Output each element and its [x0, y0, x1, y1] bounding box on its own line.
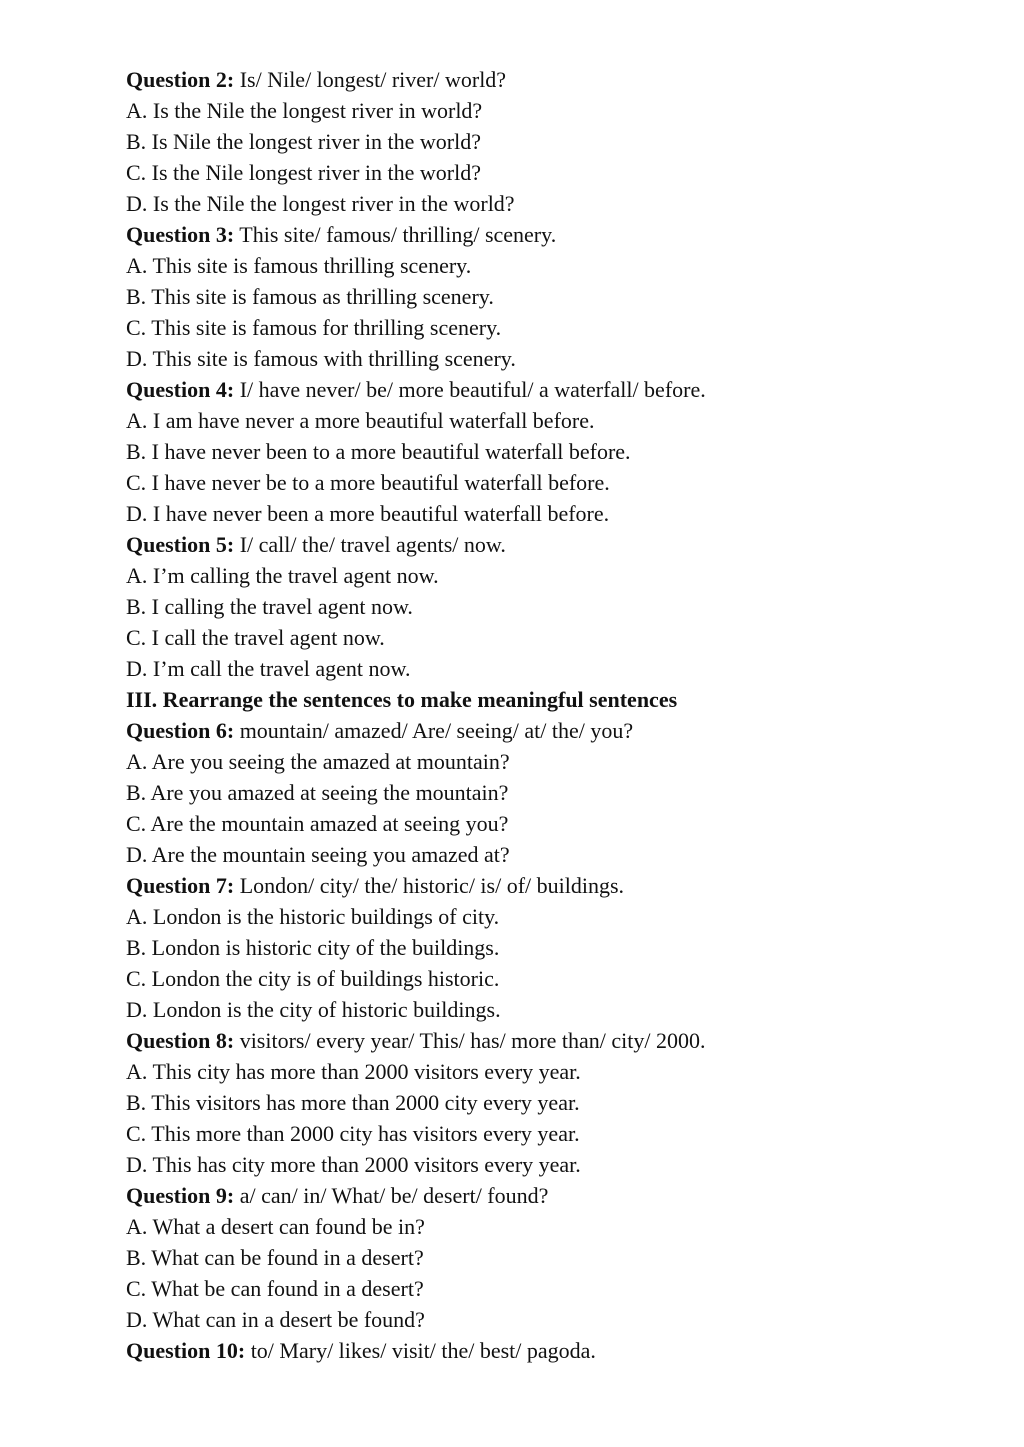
answer-option: C. Are the mountain amazed at seeing you?: [126, 811, 509, 836]
question-heading: [126, 715, 986, 746]
answer-option: B. I have never been to a more beautiful waterfall before.: [126, 439, 631, 464]
question-heading: [126, 374, 986, 405]
answer-option: D. I have never been a more beautiful waterfall before.: [126, 501, 610, 526]
answer-option: B. Are you amazed at seeing the mountain?: [126, 780, 509, 805]
question-prompt: This site/ famous/ thrilling/ scenery.: [239, 222, 557, 247]
answer-option: B. This site is famous as thrilling scenery.: [126, 284, 494, 309]
answer-option: A. This city has more than 2000 visitors every year.: [126, 1059, 581, 1084]
answer-option: A. I’m calling the travel agent now.: [126, 563, 439, 588]
worksheet-page: [126, 64, 986, 1366]
question-prompt: to/ Mary/ likes/ visit/ the/ best/ pagoda.: [250, 1338, 596, 1363]
answer-option: C. I have never be to a more beautiful waterfall before.: [126, 470, 610, 495]
question-label: Question 7:: [126, 873, 235, 898]
question-heading: [126, 219, 986, 250]
question-prompt: I/ call/ the/ travel agents/ now.: [239, 532, 506, 557]
question-heading: [126, 1335, 986, 1366]
answer-option: C. London the city is of buildings historic.: [126, 966, 500, 991]
answer-option: C. Is the Nile longest river in the world?: [126, 160, 481, 185]
answer-option: B. This visitors has more than 2000 city every year.: [126, 1090, 580, 1115]
question-heading: [126, 1025, 986, 1056]
answer-option: A. I am have never a more beautiful waterfall before.: [126, 408, 595, 433]
answer-option: B. London is historic city of the buildings.: [126, 935, 500, 960]
questions-before-section: [126, 64, 986, 684]
answer-option: A. What a desert can found be in?: [126, 1214, 425, 1239]
answer-option: B. Is Nile the longest river in the world?: [126, 129, 481, 154]
question-heading: [126, 1180, 986, 1211]
questions-after-section: [126, 715, 986, 1366]
section-title: III. Rearrange the sentences to make meaningful sentences: [126, 687, 678, 712]
question-prompt: mountain/ amazed/ Are/ seeing/ at/ the/ you?: [239, 718, 634, 743]
answer-option: C. This more than 2000 city has visitors every year.: [126, 1121, 580, 1146]
question-prompt: London/ city/ the/ historic/ is/ of/ buildings.: [239, 873, 625, 898]
answer-option: D. Is the Nile the longest river in the world?: [126, 191, 515, 216]
answer-option: D. Are the mountain seeing you amazed at?: [126, 842, 510, 867]
question-label: Question 8:: [126, 1028, 235, 1053]
answer-option: C. This site is famous for thrilling scenery.: [126, 315, 502, 340]
question-label: Question 5:: [126, 532, 235, 557]
answer-option: D. This site is famous with thrilling scenery.: [126, 346, 516, 371]
question-heading: [126, 64, 986, 95]
answer-option: D. London is the city of historic buildings.: [126, 997, 501, 1022]
question-label: Question 9:: [126, 1183, 235, 1208]
question-label: Question 3:: [126, 222, 235, 247]
question-label: Question 4:: [126, 377, 235, 402]
answer-option: D. I’m call the travel agent now.: [126, 656, 411, 681]
answer-option: C. What be can found in a desert?: [126, 1276, 424, 1301]
question-label: Question 2:: [126, 67, 235, 92]
question-prompt: a/ can/ in/ What/ be/ desert/ found?: [239, 1183, 549, 1208]
question-label: Question 6:: [126, 718, 235, 743]
answer-option: D. This has city more than 2000 visitors every year.: [126, 1152, 581, 1177]
answer-option: B. What can be found in a desert?: [126, 1245, 424, 1270]
answer-option: A. Is the Nile the longest river in world?: [126, 98, 483, 123]
question-label: Question 10:: [126, 1338, 246, 1363]
answer-option: B. I calling the travel agent now.: [126, 594, 413, 619]
answer-option: D. What can in a desert be found?: [126, 1307, 425, 1332]
answer-option: A. London is the historic buildings of city.: [126, 904, 500, 929]
question-prompt: visitors/ every year/ This/ has/ more than/ city/ 2000.: [239, 1028, 706, 1053]
question-prompt: Is/ Nile/ longest/ river/ world?: [239, 67, 507, 92]
question-heading: [126, 870, 986, 901]
answer-option: A. This site is famous thrilling scenery.: [126, 253, 472, 278]
question-heading: [126, 529, 986, 560]
answer-option: C. I call the travel agent now.: [126, 625, 385, 650]
question-prompt: I/ have never/ be/ more beautiful/ a waterfall/ before.: [239, 377, 706, 402]
answer-option: A. Are you seeing the amazed at mountain?: [126, 749, 510, 774]
